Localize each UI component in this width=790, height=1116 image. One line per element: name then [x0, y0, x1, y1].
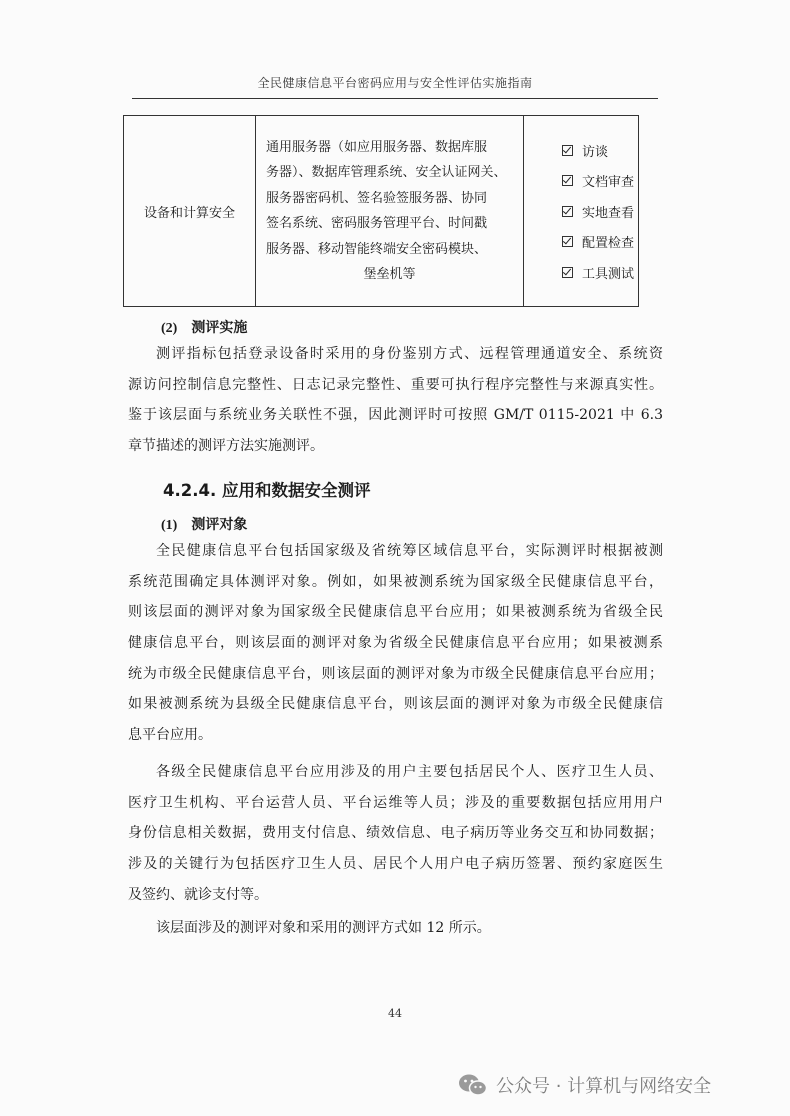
evaluation-table [123, 115, 639, 307]
method-label: 实地查看 [582, 205, 635, 221]
method-item [562, 135, 638, 166]
method-label: 配置检查 [582, 236, 635, 251]
method-item [562, 257, 638, 288]
subheading-number: (2) [161, 321, 178, 336]
checked-checkbox-icon [562, 145, 573, 156]
page-number: 44 [388, 1007, 402, 1020]
object-line: 堡垒机等 [363, 267, 416, 282]
text-line: 及签约、就诊支付等。 [128, 886, 268, 903]
checked-checkbox-icon [562, 175, 573, 186]
subheading-number: (1) [161, 518, 178, 533]
paragraph-objects [128, 536, 663, 751]
object-line: 务器）、数据库管理系统、安全认证网关、 [266, 165, 507, 180]
text-line: 鉴于该层面与系统业务关联性不强，因此测评时可按照 GM/T 0115-2021 中 6.3 [128, 407, 663, 424]
objects-cell [256, 116, 524, 307]
header-rule [132, 98, 658, 99]
subheading-evaluation-implementation [161, 317, 247, 337]
object-line: 服务器密码机、签名验签服务器、协同 [266, 190, 488, 206]
category-cell: 设备和计算安全 [124, 116, 256, 307]
method-label: 文档审查 [582, 175, 635, 190]
text-line: 息平台应用。 [128, 727, 212, 744]
wechat-icon [458, 1073, 488, 1097]
method-label: 访谈 [582, 144, 609, 160]
checked-checkbox-icon [562, 206, 573, 217]
object-line: 签名系统、密码服务管理平台、时间戳 [266, 216, 488, 231]
text-line: 源访问控制信息完整性、日志记录完整性、重要可执行程序完整性与来源真实性。 [128, 376, 663, 393]
checked-checkbox-icon [562, 236, 573, 247]
watermark [458, 1072, 711, 1098]
text-line: 系统范围确定具体测评对象。例如，如果被测系统为国家级全民健康信息平台， [128, 573, 663, 590]
method-label: 工具测试 [582, 266, 635, 282]
text-line: 统为市级全民健康信息平台，则该层面的测评对象为市级全民健康信息平台应用； [128, 665, 663, 682]
text-line: 测评指标包括登录设备时采用的身份鉴别方式、远程管理通道安全、系统资 [156, 346, 663, 362]
table-row [124, 116, 639, 307]
object-line: 服务器、移动智能终端安全密码模块、 [266, 241, 488, 257]
paragraph-implementation [128, 339, 663, 462]
methods-cell [524, 116, 639, 307]
method-item [562, 196, 638, 227]
text-line: 全民健康信息平台包括国家级及省统筹区域信息平台，实际测评时根据被测 [156, 543, 663, 559]
paragraph-users [128, 757, 663, 910]
text-line: 该层面涉及的测评对象和采用的测评方式如 12 所示。 [156, 920, 491, 936]
subheading-title: 测评对象 [191, 517, 248, 533]
text-line: 健康信息平台，则该层面的测评对象为省级全民健康信息平台应用；如果被测系 [128, 635, 663, 652]
paragraph-table-reference [128, 913, 663, 944]
text-line: 章节描述的测评方法实施测评。 [128, 438, 324, 455]
section-heading: 4.2.4. 应用和数据安全测评 [163, 481, 371, 500]
methods-list [562, 135, 638, 288]
subheading-evaluation-object [161, 514, 247, 534]
running-header: 全民健康信息平台密码应用与安全性评估实施指南 [257, 76, 533, 90]
text-line: 各级全民健康信息平台应用涉及的用户主要包括居民个人、医疗卫生人员、 [156, 764, 663, 780]
text-line: 身份信息相关数据，费用支付信息、绩效信息、电子病历等业务交互和协同数据； [128, 825, 663, 842]
checked-checkbox-icon [562, 267, 573, 278]
text-line: 医疗卫生机构、平台运营人员、平台运维等人员；涉及的重要数据包括应用用户 [128, 794, 663, 811]
text-line: 涉及的关键行为包括医疗卫生人员、居民个人用户电子病历签署、预约家庭医生 [128, 856, 663, 873]
method-item [562, 226, 638, 257]
text-line: 如果被测系统为县级全民健康信息平台，则该层面的测评对象为市级全民健康信 [128, 696, 663, 713]
object-line: 通用服务器（如应用服务器、数据库服 [266, 139, 488, 155]
subheading-title: 测评实施 [191, 320, 248, 336]
method-item [562, 165, 638, 196]
text-line: 则该层面的测评对象为国家级全民健康信息平台应用；如果被测系统为省级全民 [128, 604, 663, 621]
watermark-text: 公众号 · 计算机与网络安全 [496, 1076, 712, 1097]
objects-text [266, 135, 513, 288]
